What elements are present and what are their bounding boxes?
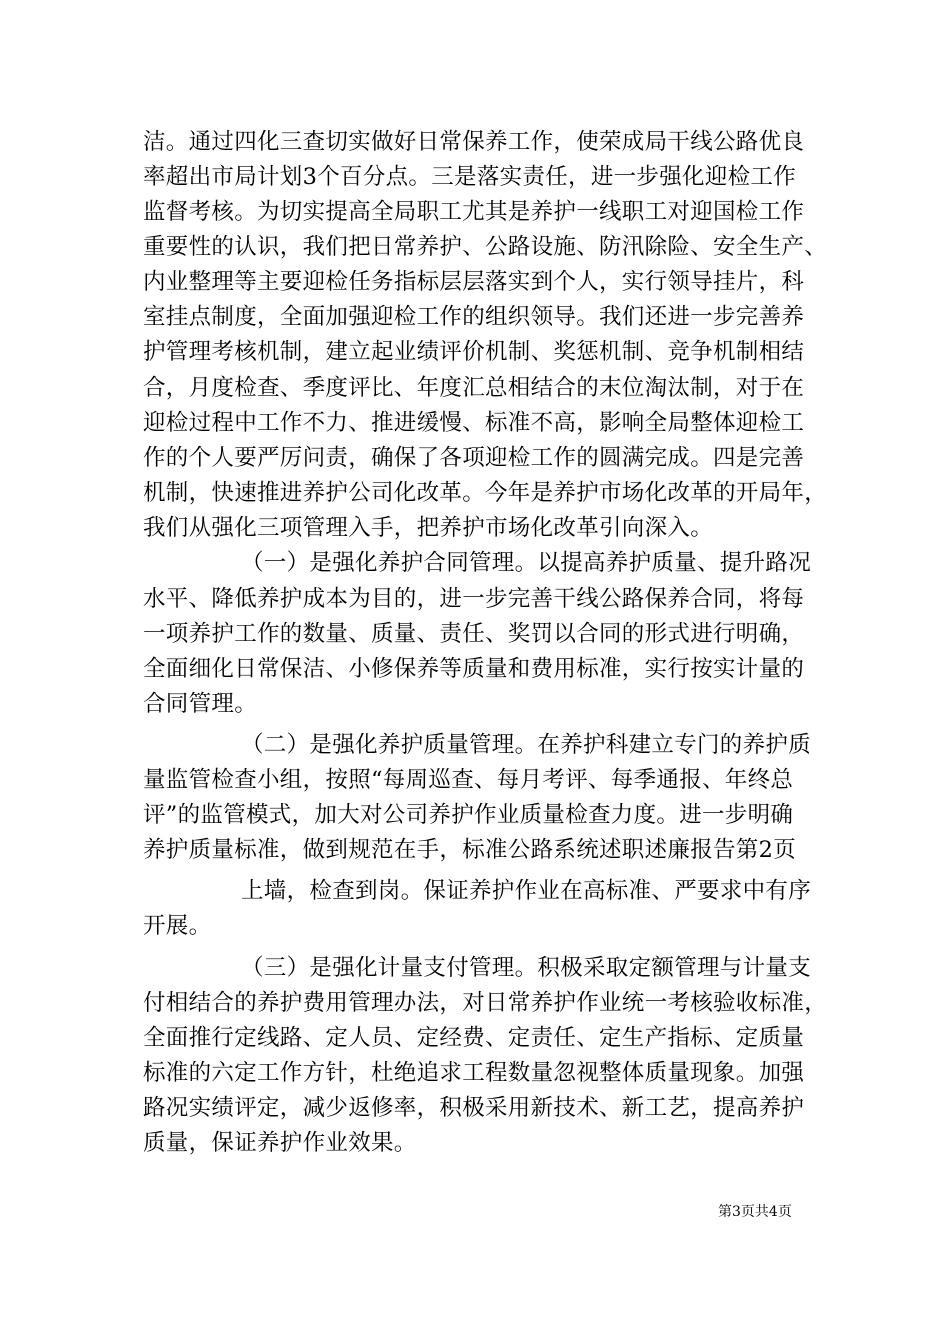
text-line: 水平、降低养护成本为目的，进一步完善干线公路保养合同，将每	[143, 586, 805, 612]
text-line: 全面细化日常保洁、小修保养等质量和费用标准，实行按实计量的	[143, 656, 805, 682]
text-line: 标准的六定工作方针，杜绝追求工程数量忽视整体质量现象。加强	[143, 1060, 805, 1086]
text-line: 室挂点制度，全面加强迎检工作的组织领导。我们还进一步完善养	[143, 304, 805, 330]
text-line: 合同管理。	[143, 691, 258, 717]
text-line: 重要性的认识，我们把日常养护、公路设施、防汛除险、安全生产、	[143, 234, 828, 260]
text-line: 内业整理等主要迎检任务指标层层落实到个人，实行领导挂片，科	[143, 269, 805, 295]
paragraph-first-line: （三）是强化计量支付管理。积极采取定额管理与计量支	[241, 955, 812, 981]
text-line: 路况实绩评定，减少返修率，积极采用新技术、新工艺，提高养护	[143, 1095, 805, 1121]
text-line: 机制，快速推进养护公司化改革。今年是养护市场化改革的开局年，	[143, 480, 828, 506]
text-line: 量监管检查小组，按照“每周巡查、每月考评、每季通报、年终总	[143, 767, 794, 793]
page-footer: 第3页共4页	[718, 1204, 792, 1220]
text-line: 开展。	[143, 913, 212, 939]
text-line: 付相结合的养护费用管理办法，对日常养护作业统一考核验收标准，	[143, 990, 828, 1016]
text-line: 全面推行定线路、定人员、定经费、定责任、定生产指标、定质量	[143, 1025, 805, 1051]
text-line: 评”的监管模式，加大对公司养护作业质量检查力度。进一步明确	[143, 802, 794, 828]
text-line: 养护质量标准，做到规范在手，标准公路系统述职述廉报告第2页	[143, 837, 797, 863]
text-line: 我们从强化三项管理入手，把养护市场化改革引向深入。	[143, 515, 714, 541]
text-line: 迎检过程中工作不力、推进缓慢、标准不高，影响全局整体迎检工	[143, 410, 805, 436]
text-line: 质量，保证养护作业效果。	[143, 1130, 417, 1156]
text-line: 上墙，检查到岗。保证养护作业在高标准、严要求中有序	[241, 878, 812, 904]
text-line: 监督考核。为切实提高全局职工尤其是养护一线职工对迎国检工作	[143, 199, 805, 225]
text-line: 护管理考核机制，建立起业绩评价机制、奖惩机制、竞争机制相结	[143, 339, 805, 365]
text-line: 一项养护工作的数量、质量、责任、奖罚以合同的形式进行明确，	[143, 621, 805, 647]
text-line: 作的个人要严厉问责，确保了各项迎检工作的圆满完成。四是完善	[143, 445, 805, 471]
text-line: 合，月度检查、季度评比、年度汇总相结合的末位淘汰制，对于在	[143, 375, 805, 401]
paragraph-first-line: （二）是强化养护质量管理。在养护科建立专门的养护质	[241, 732, 812, 758]
text-line: 洁。通过四化三查切实做好日常保养工作，使荣成局干线公路优良	[143, 129, 805, 155]
text-line: 率超出市局计划3个百分点。三是落实责任，进一步强化迎检工作	[143, 164, 797, 190]
paragraph-first-line: （一）是强化养护合同管理。以提高养护质量、提升路况	[241, 550, 812, 576]
